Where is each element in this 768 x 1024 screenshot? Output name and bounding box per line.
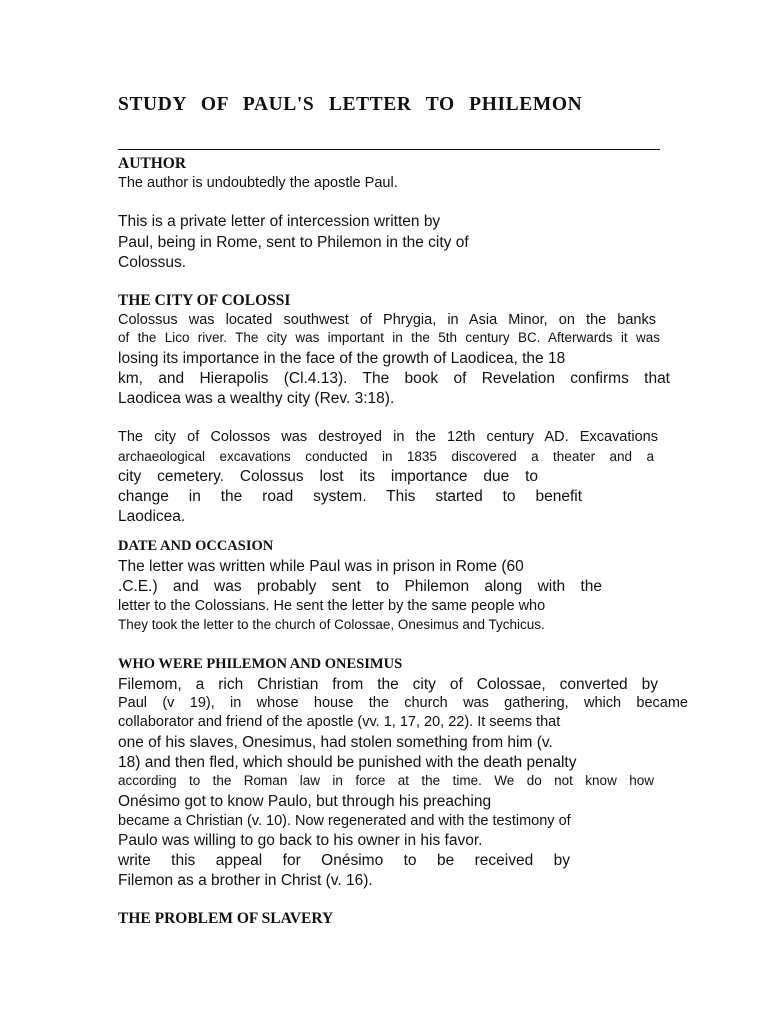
document-title: STUDY OF PAUL'S LETTER TO PHILEMON xyxy=(118,94,583,115)
city-line-7: archaeological excavations conducted in 1835 discovered a theater and a xyxy=(118,449,654,464)
city-line-9: change in the road system. This started to benefit xyxy=(118,488,582,505)
title-divider xyxy=(118,149,660,150)
author-line-2: This is a private letter of intercession written by xyxy=(118,213,441,230)
city-line-1: Colossus was located southwest of Phrygia, in Asia Minor, on the banks xyxy=(118,312,656,328)
city-line-3: losing its importance in the face of the growth of Laodicea, the 18 xyxy=(118,350,566,367)
who-line-7: Onésimo got to know Paulo, but through his preaching xyxy=(118,793,492,810)
heading-who: WHO WERE PHILEMON AND ONESIMUS xyxy=(118,656,403,672)
city-line-8: city cemetery. Colossus lost its importance due to xyxy=(118,468,538,485)
author-line-1: The author is undoubtedly the apostle Paul. xyxy=(118,175,398,191)
date-line-4: They took the letter to the church of Colossae, Onesimus and Tychicus. xyxy=(118,617,545,632)
who-line-10: write this appeal for Onésimo to be received by xyxy=(118,852,570,869)
heading-date: DATE AND OCCASION xyxy=(118,538,274,554)
city-line-4: km, and Hierapolis (Cl.4.13). The book of Revelation confirms that xyxy=(118,370,670,387)
who-line-8: became a Christian (v. 10). Now regenerated and with the testimony of xyxy=(118,813,571,829)
who-line-2: Paul (v 19), in whose house the church was gathering, which became xyxy=(118,695,688,711)
who-line-1: Filemom, a rich Christian from the city of Colossae, converted by xyxy=(118,676,658,693)
who-line-6: according to the Roman law in force at the time. We do not know how xyxy=(118,773,654,788)
who-line-11: Filemon as a brother in Christ (v. 16). xyxy=(118,872,373,889)
who-line-3: collaborator and friend of the apostle (vv. 1, 17, 20, 22). It seems that xyxy=(118,714,561,730)
city-line-5: Laodicea was a wealthy city (Rev. 3:18). xyxy=(118,390,395,407)
who-line-9: Paulo was willing to go back to his owner in his favor. xyxy=(118,832,483,849)
author-line-3: Paul, being in Rome, sent to Philemon in the city of xyxy=(118,234,469,251)
city-line-2: of the Lico river. The city was important in the 5th century BC. Afterwards it was xyxy=(118,330,660,345)
who-line-5: 18) and then fled, which should be punished with the death penalty xyxy=(118,754,577,771)
city-line-6: The city of Colossos was destroyed in the 12th century AD. Excavations xyxy=(118,429,658,445)
author-line-4: Colossus. xyxy=(118,254,187,271)
date-line-2: .C.E.) and was probably sent to Philemon along with the xyxy=(118,578,602,595)
city-line-10: Laodicea. xyxy=(118,508,186,525)
heading-slavery: THE PROBLEM OF SLAVERY xyxy=(118,910,334,927)
heading-author: AUTHOR xyxy=(118,155,187,172)
date-line-3: letter to the Colossians. He sent the letter by the same people who xyxy=(118,598,546,614)
who-line-4: one of his slaves, Onesimus, had stolen something from him (v. xyxy=(118,734,553,751)
heading-city: THE CITY OF COLOSSI xyxy=(118,292,291,309)
date-line-1: The letter was written while Paul was in prison in Rome (60 xyxy=(118,558,524,575)
